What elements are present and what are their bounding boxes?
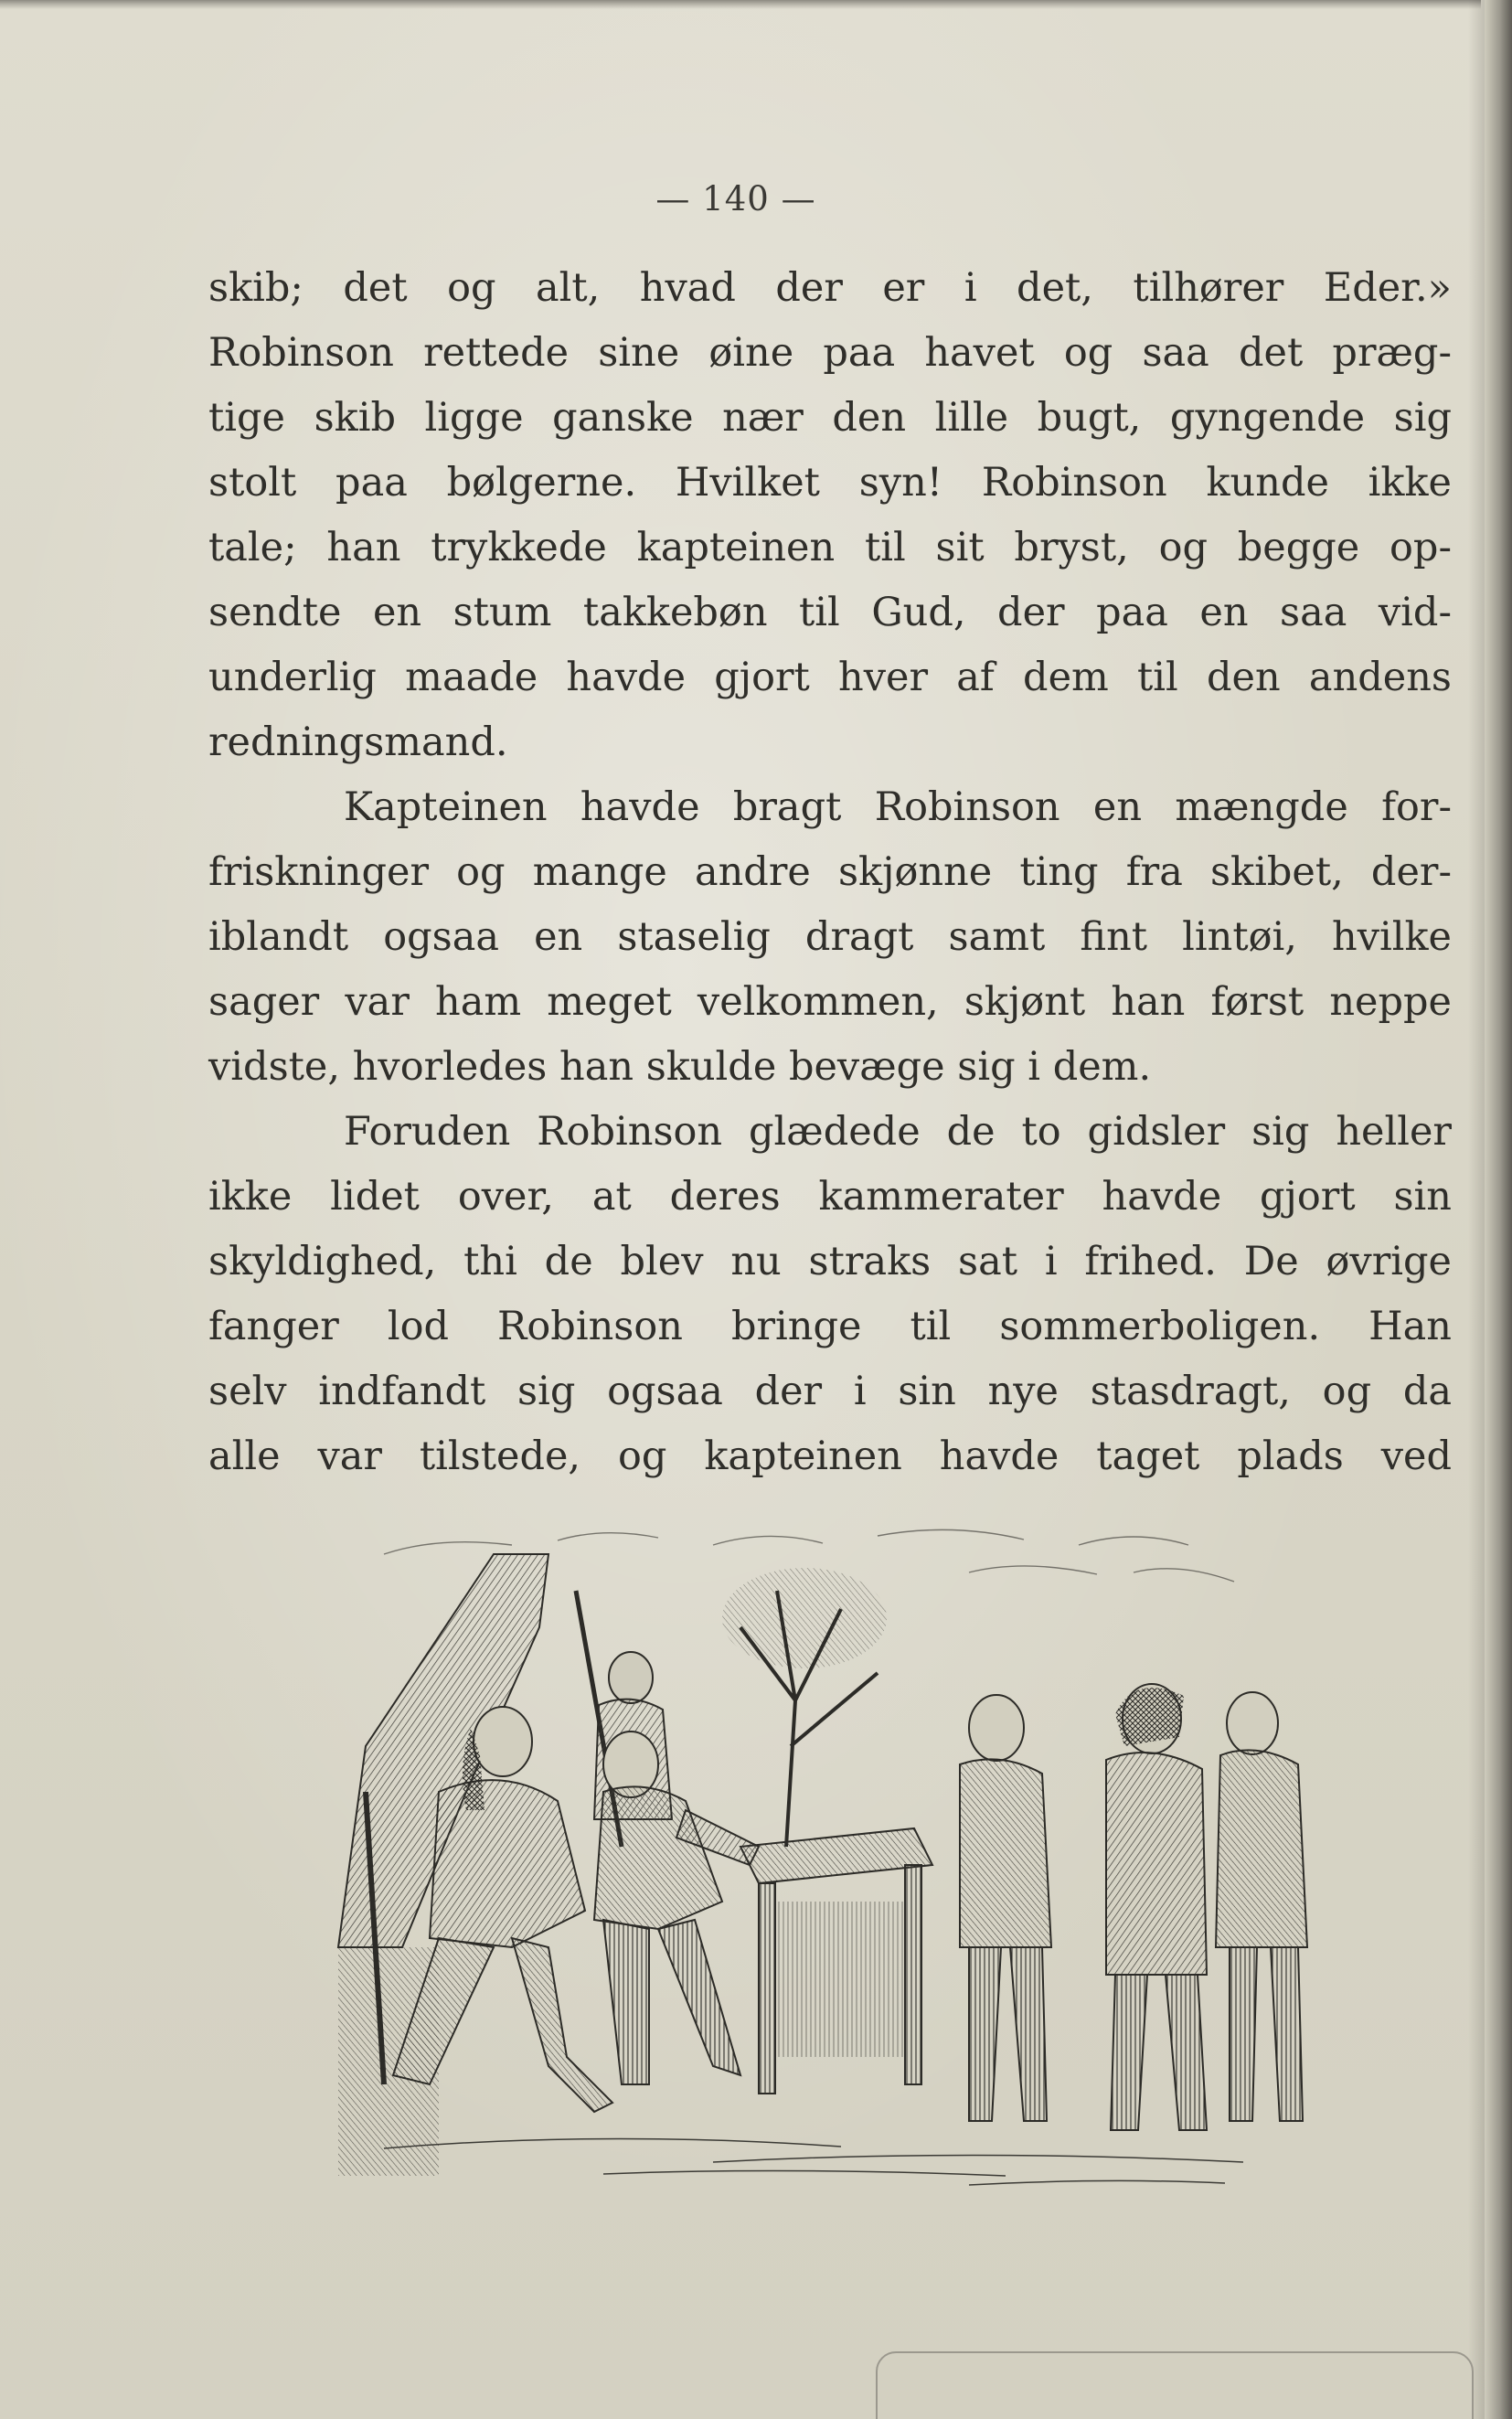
page-number: — 140 —	[655, 179, 816, 218]
text-line: fanger lod Robinson bringe til sommerboligen. Han	[208, 1304, 1452, 1349]
standing-man-2	[1106, 1684, 1207, 2130]
table-top	[740, 1828, 932, 1883]
robinson-coat	[594, 1786, 722, 1929]
table-leg	[759, 1883, 775, 2094]
text-line: Foruden Robinson glædede de to gidsler sig heller	[344, 1109, 1452, 1155]
text-line: sager var ham meget velkommen, skjønt han først neppe	[208, 979, 1452, 1025]
text-line: tige skib ligge ganske nær den lille bugt, gyngende sig	[208, 395, 1452, 441]
seated-man-coat	[430, 1780, 585, 1947]
seated-man-head	[474, 1707, 532, 1776]
text-line: alle var tilstede, og kapteinen havde taget plads ved	[208, 1433, 1452, 1479]
ground-lines	[384, 2138, 1243, 2185]
text-line: stolt paa bølgerne. Hvilket syn! Robinson kunde ikke	[208, 460, 1452, 506]
text-line: skyldighed, thi de blev nu straks sat i frihed. De øvrige	[208, 1239, 1452, 1284]
text-line: tale; han trykkede kapteinen til sit bryst, og begge op-	[208, 525, 1452, 570]
text-line: ikke lidet over, at deres kammerater havde gjort sin	[208, 1174, 1452, 1220]
tree-foliage	[722, 1568, 887, 1668]
page-edge	[1485, 0, 1512, 2419]
top-edge	[0, 0, 1481, 9]
text-line: sendte en stum takkebøn til Gud, der paa en saa vid-	[208, 590, 1452, 635]
text-line: selv indfandt sig ogsaa der i sin nye stasdragt, og da	[208, 1369, 1452, 1414]
figure-head	[609, 1652, 653, 1703]
robinson-leg	[603, 1920, 649, 2084]
body-text	[208, 256, 1452, 1489]
engraving-illustration	[329, 1518, 1335, 2194]
robinson-leg	[658, 1920, 740, 2075]
text-line: Kapteinen havde bragt Robinson en mængde for-	[344, 784, 1452, 830]
seated-man-leg	[512, 1938, 612, 2112]
spine-shadow	[1468, 0, 1485, 2419]
text-line: friskninger og mange andre skjønne ting fra skibet, der-	[208, 849, 1452, 895]
page-tab-outline	[876, 2351, 1474, 2419]
standing-man-1	[960, 1695, 1051, 2121]
text-line: redningsmand.	[208, 719, 508, 765]
text-line: vidste, hvorledes han skulde bevæge sig i dem.	[208, 1044, 1152, 1090]
text-line: iblandt ogsaa en staselig dragt samt fint lintøi, hvilke	[208, 914, 1452, 960]
table-leg	[905, 1865, 921, 2084]
standing-man-3	[1216, 1692, 1307, 2121]
fence	[775, 1902, 905, 2057]
text-line: skib; det og alt, hvad der er i det, tilhører Eder.»	[208, 265, 1452, 311]
text-line: Robinson rettede sine øine paa havet og saa det præg-	[208, 330, 1452, 376]
text-line: underlig maade havde gjort hver af dem til den andens	[208, 655, 1452, 700]
